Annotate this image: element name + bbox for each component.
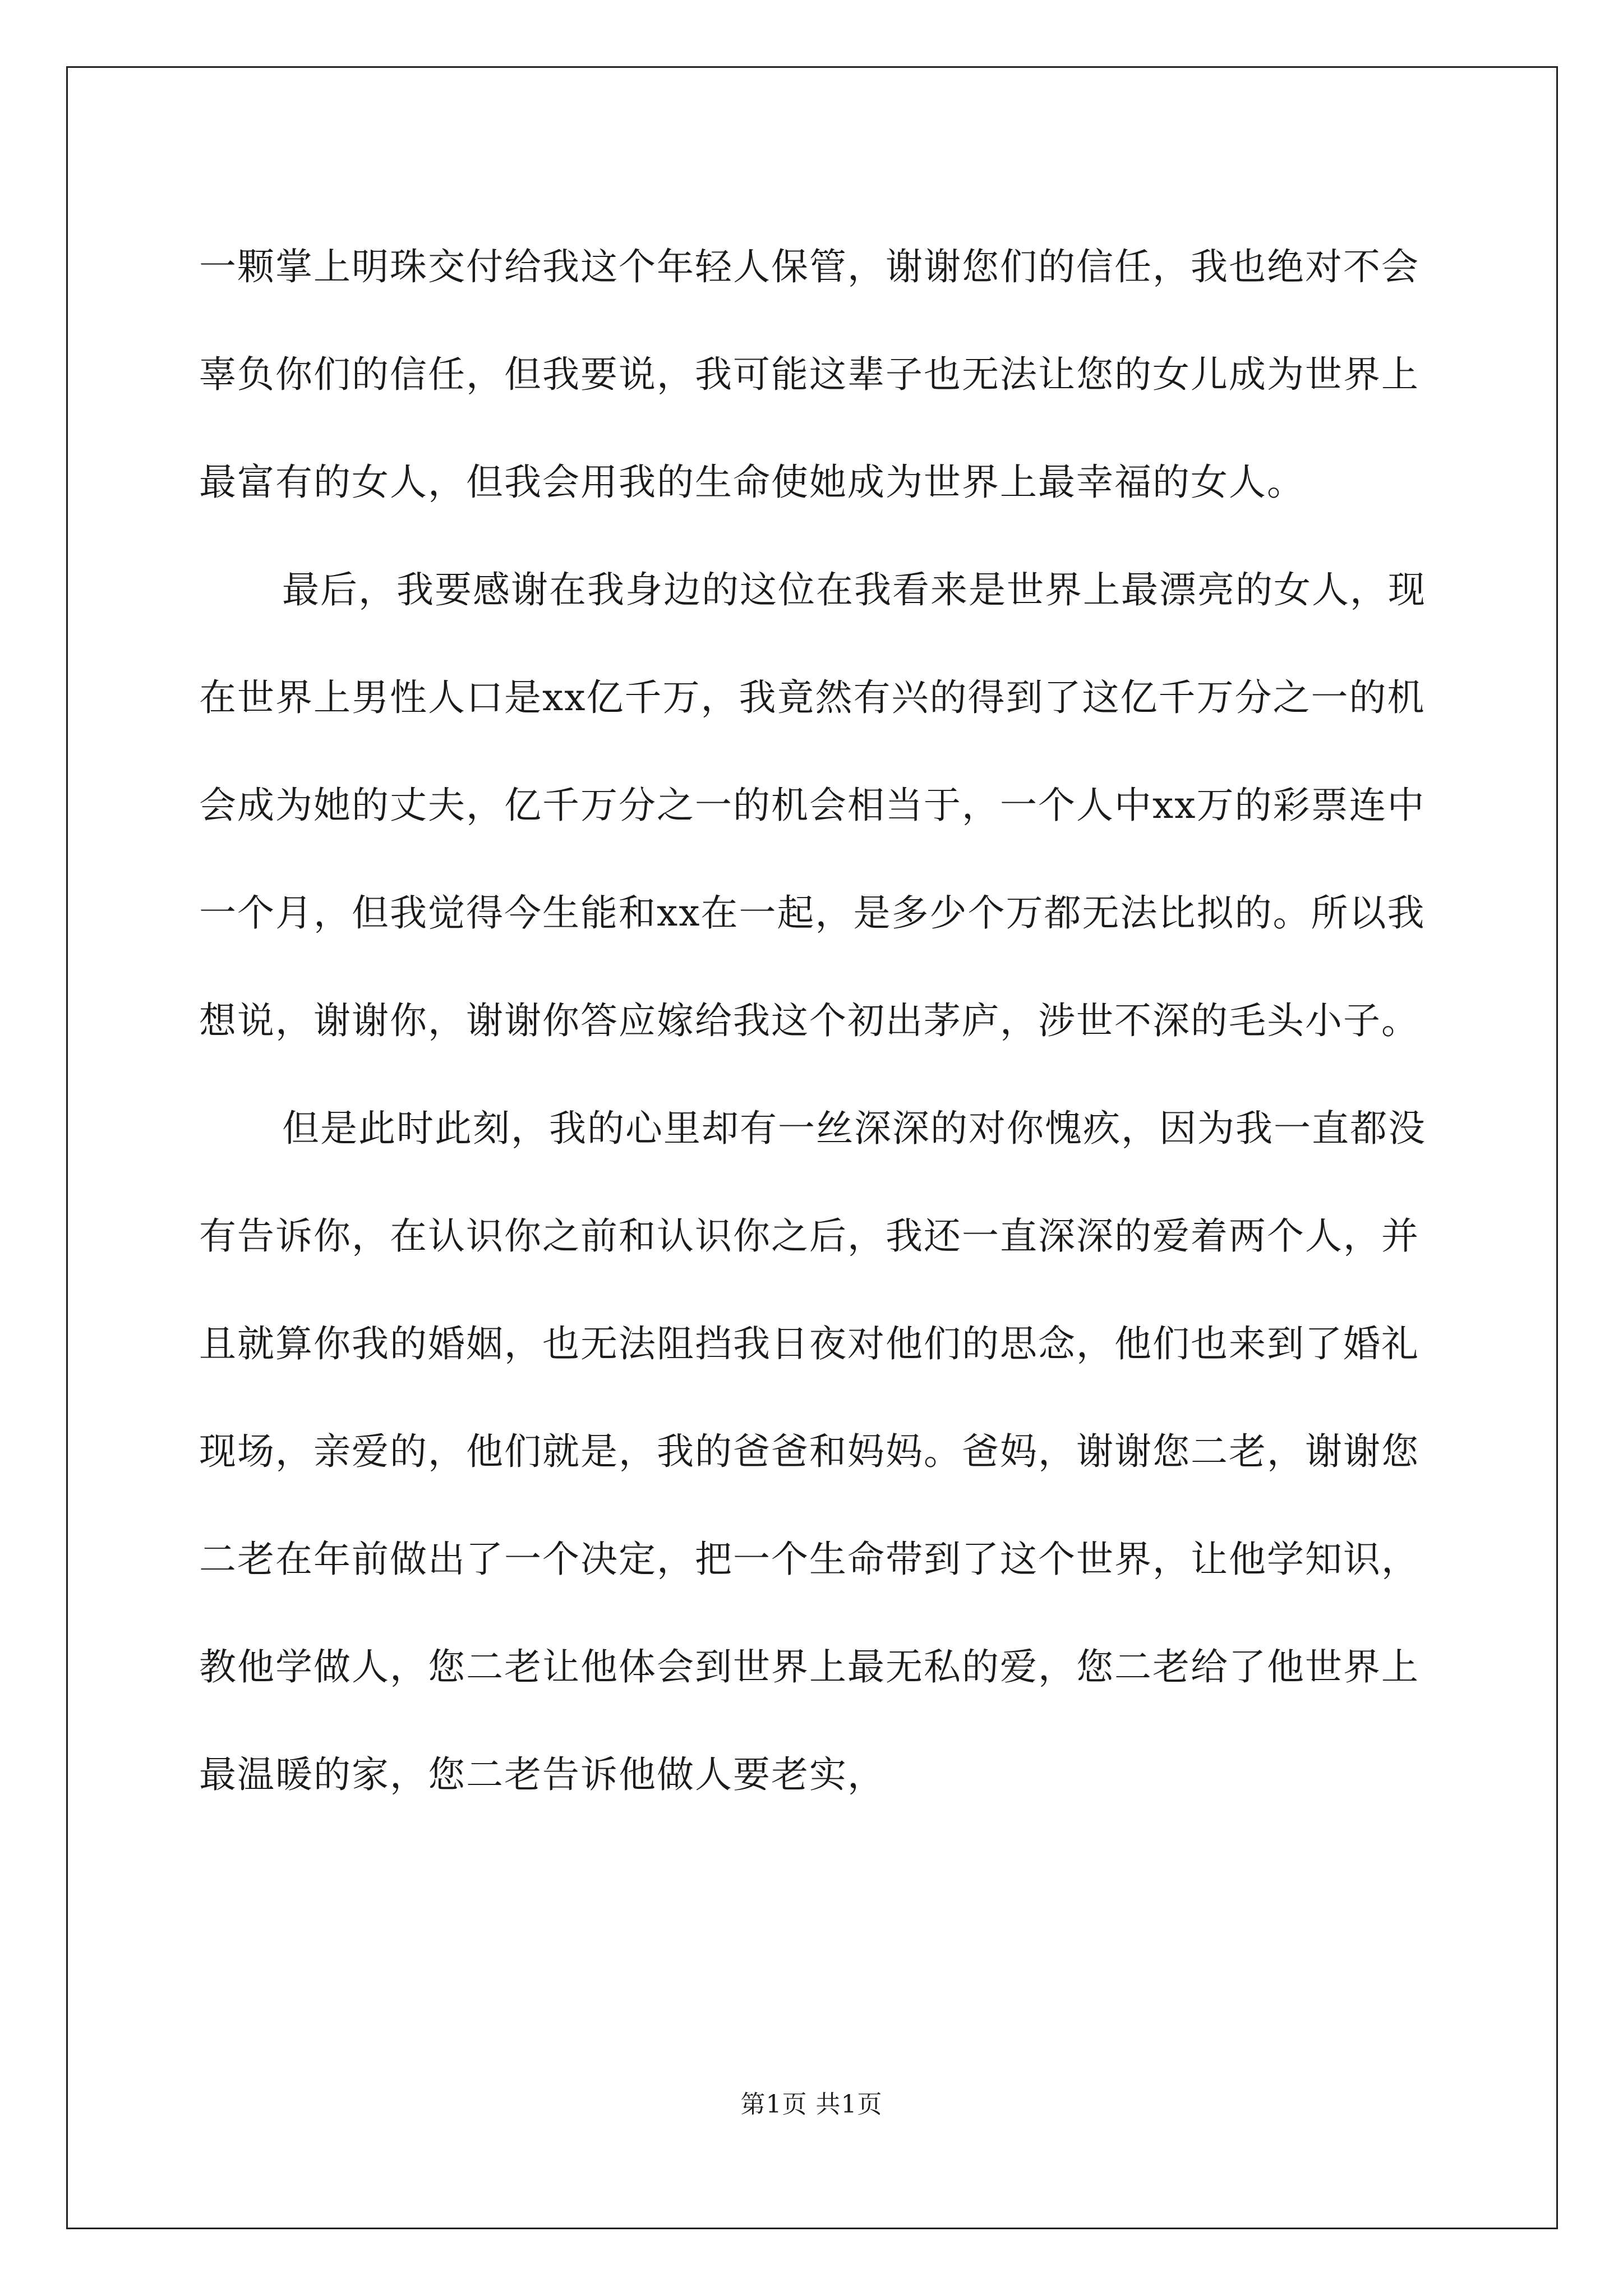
paragraph-2: 最后，我要感谢在我身边的这位在我看来是世界上最漂亮的女人，现在世界上男性人口是xx亿千万，我竟然有兴的得到了这亿千万分之一的机会成为她的丈夫，亿千万分之一的机会相当于，一个人中xx万的彩票连中一个月，但我觉得今生能和xx在一起，是多少个万都无法比拟的。所以我想说，谢谢你，谢谢你答应嫁给我这个初出茅庐，涉世不深的毛头小子。	[199, 568, 1426, 1042]
paragraph-1: 一颗掌上明珠交付给我这个年轻人保管，谢谢您们的信任，我也绝对不会辜负你们的信任，但我要说，我可能这辈子也无法让您的女儿成为世界上最富有的女人，但我会用我的生命使她成为世界上最幸福的女人。	[199, 245, 1419, 504]
paragraph-3: 但是此时此刻，我的心里却有一丝深深的对你愧疚，因为我一直都没有告诉你，在认识你之前和认识你之后，我还一直深深的爱着两个人，并且就算你我的婚姻，也无法阻挡我日夜对他们的思念，他们也来到了婚礼现场，亲爱的，他们就是，我的爸爸和妈妈。爸妈，谢谢您二老，谢谢您二老在年前做出了一个决定，把一个生命带到了这个世界，让他学知识，教他学做人，您二老让他体会到世界上最无私的爱，您二老给了他世界上最温暖的家，您二老告诉他做人要老实，	[199, 1107, 1426, 1796]
page-number-footer: 第1页 共1页	[740, 2090, 883, 2119]
document-body	[199, 213, 1433, 1829]
